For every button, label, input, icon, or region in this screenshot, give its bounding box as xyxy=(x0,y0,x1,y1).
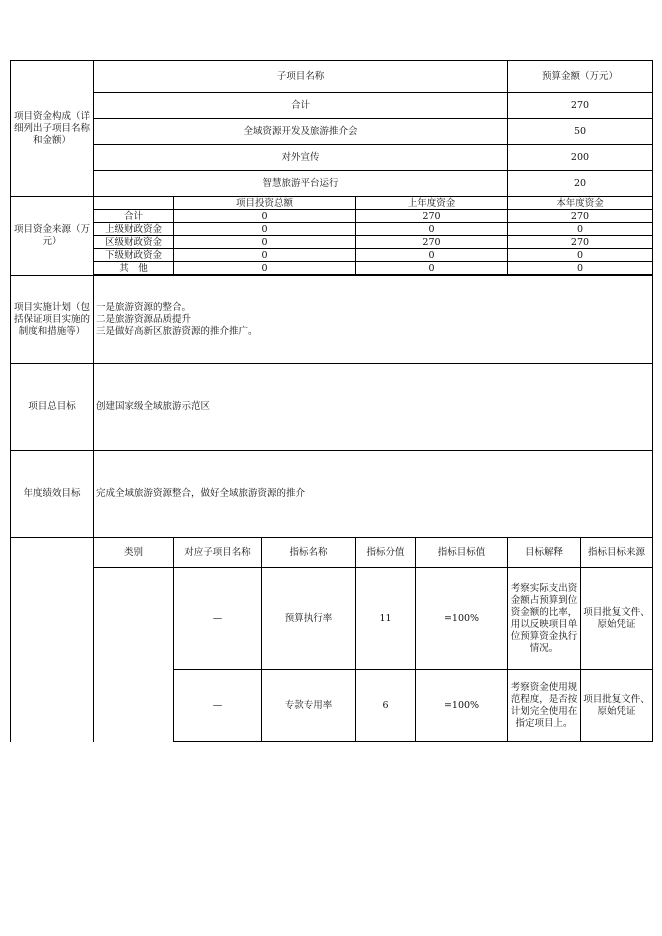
source-value: 0 xyxy=(174,223,356,236)
source-value: 0 xyxy=(356,262,508,275)
sub-project-amount: 200 xyxy=(508,145,653,171)
plan-label: 项目实施计划（包括保证项目实施的制度和措施等） xyxy=(11,276,94,364)
perf-category xyxy=(94,568,174,742)
perf-target: =100% xyxy=(416,568,508,670)
sub-project-name-header: 子项目名称 xyxy=(94,61,508,93)
sub-project-amount: 20 xyxy=(508,171,653,197)
source-header: 项目投资总额 xyxy=(174,197,356,210)
perf-label xyxy=(11,538,94,742)
source-header: 上年度资金 xyxy=(356,197,508,210)
source-corner xyxy=(94,197,174,210)
plan-text: 一是旅游资源的整合。 二是旅游资源品质提升 三是做好高新区旅游资源的推介推广。 xyxy=(94,276,653,364)
source-value: 0 xyxy=(174,210,356,223)
source-value: 0 xyxy=(174,249,356,262)
perf-header: 类别 xyxy=(94,538,174,568)
perf-source: 项目批复文件、原始凭证 xyxy=(581,670,653,742)
perf-source: 项目批复文件、原始凭证 xyxy=(581,568,653,670)
perf-header: 对应子项目名称 xyxy=(174,538,262,568)
source-value: 270 xyxy=(356,236,508,249)
sub-project-amount: 270 xyxy=(508,93,653,119)
perf-score: 11 xyxy=(356,568,416,670)
perf-explain: 考察实际支出资金额占预算到位资金额的比率，用以反映项目单位预算资金执行情况。 xyxy=(508,568,581,670)
composition-label: 项目资金构成（详细列出子项目名称和金额） xyxy=(11,61,94,197)
source-row-name: 区级财政资金 xyxy=(94,236,174,249)
perf-explain: 考察资金使用规范程度，是否按计划完全使用在指定项目上。 xyxy=(508,670,581,742)
sub-project-name: 合计 xyxy=(94,93,508,119)
source-row-name: 上级财政资金 xyxy=(94,223,174,236)
source-row-name: 其 他 xyxy=(94,262,174,275)
source-row-name: 下级财政资金 xyxy=(94,249,174,262)
goal-label: 项目总目标 xyxy=(11,364,94,451)
perf-target: =100% xyxy=(416,670,508,742)
perf-sub-project: — xyxy=(174,670,262,742)
source-label: 项目资金来源（万元） xyxy=(11,197,94,276)
source-value: 0 xyxy=(174,236,356,249)
sub-project-name: 对外宣传 xyxy=(94,145,508,171)
perf-header: 指标名称 xyxy=(262,538,356,568)
perf-header: 目标解释 xyxy=(508,538,581,568)
source-value: 270 xyxy=(356,210,508,223)
perf-sub-project: — xyxy=(174,568,262,670)
sub-project-name: 全域资源开发及旅游推介会 xyxy=(94,119,508,145)
perf-indicator: 专款专用率 xyxy=(262,670,356,742)
source-header: 本年度资金 xyxy=(508,197,653,210)
perf-indicator: 预算执行率 xyxy=(262,568,356,670)
source-value: 0 xyxy=(508,223,653,236)
perf-score: 6 xyxy=(356,670,416,742)
goal-text: 创建国家级全域旅游示范区 xyxy=(94,364,653,451)
source-value: 0 xyxy=(356,223,508,236)
annual-label: 年度绩效目标 xyxy=(11,451,94,538)
source-row-name: 合计 xyxy=(94,210,174,223)
source-value: 270 xyxy=(508,236,653,249)
sub-project-amount: 50 xyxy=(508,119,653,145)
source-value: 0 xyxy=(508,262,653,275)
perf-header: 指标分值 xyxy=(356,538,416,568)
source-value: 0 xyxy=(508,249,653,262)
perf-header: 指标目标来源 xyxy=(581,538,653,568)
source-value: 0 xyxy=(356,249,508,262)
project-budget-table xyxy=(10,60,653,742)
budget-amount-header: 预算金额（万元） xyxy=(508,61,653,93)
source-value: 270 xyxy=(508,210,653,223)
perf-header: 指标目标值 xyxy=(416,538,508,568)
sub-project-name: 智慧旅游平台运行 xyxy=(94,171,508,197)
annual-text: 完成全域旅游资源整合，做好全域旅游资源的推介 xyxy=(94,451,653,538)
source-value: 0 xyxy=(174,262,356,275)
